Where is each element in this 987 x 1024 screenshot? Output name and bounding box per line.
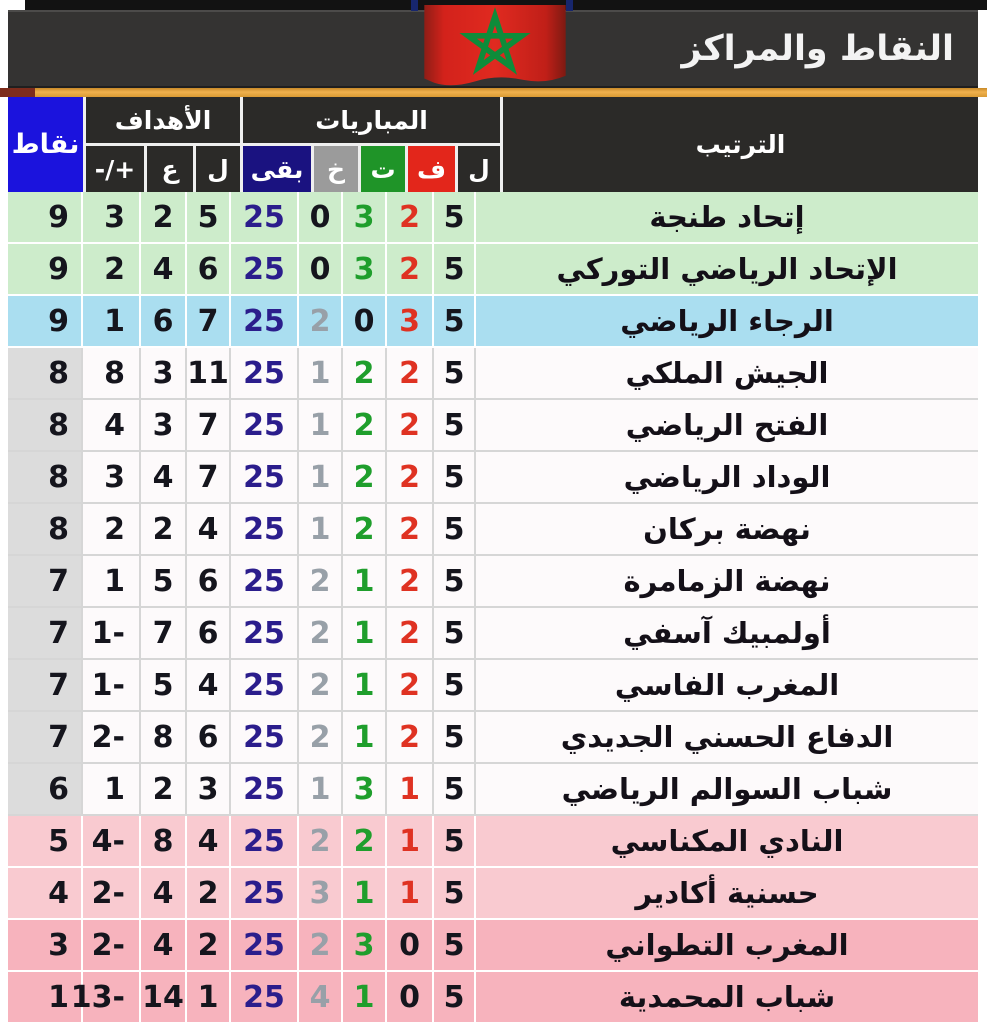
cell-goals_for: 6 xyxy=(187,712,231,762)
cell-remaining: 25 xyxy=(231,608,299,658)
cell-team: الرجاء الرياضي xyxy=(620,304,834,338)
cell-losses: 4 xyxy=(299,972,343,1022)
cell-wins: 2 xyxy=(387,400,434,450)
gold-divider xyxy=(0,88,987,97)
cell-points: 8 xyxy=(8,504,83,554)
cell-goals_against: 2 xyxy=(141,192,187,242)
cell-played: 5 xyxy=(434,348,476,398)
cell-goal_diff: 2- xyxy=(83,920,141,970)
cell-points: 9 xyxy=(8,244,83,294)
cell-played: 5 xyxy=(434,712,476,762)
col-header-goals-against: ع xyxy=(147,146,193,192)
cell-losses: 0 xyxy=(299,244,343,294)
cell-points: 8 xyxy=(8,400,83,450)
cell-played: 5 xyxy=(434,452,476,502)
cell-points: 4 xyxy=(8,868,83,918)
cell-losses: 1 xyxy=(299,452,343,502)
cell-played: 5 xyxy=(434,920,476,970)
cell-team: الفتح الرياضي xyxy=(625,408,829,442)
cell-team: الإتحاد الرياضي التوركي xyxy=(556,252,898,286)
cell-goals_against: 5 xyxy=(141,660,187,710)
morocco-flag-icon xyxy=(422,5,568,87)
cell-goal_diff: 4 xyxy=(83,400,141,450)
cell-points: 7 xyxy=(8,556,83,606)
cell-goal_diff: 2- xyxy=(83,868,141,918)
flag-pole-tick xyxy=(411,0,418,11)
col-header-losses: خ xyxy=(314,146,358,192)
page-title: النقاط والمراكز xyxy=(681,29,954,69)
cell-losses: 0 xyxy=(299,192,343,242)
cell-points: 1 xyxy=(8,972,83,1022)
cell-goals_against: 3 xyxy=(141,400,187,450)
cell-draws: 2 xyxy=(343,816,387,866)
cell-played: 5 xyxy=(434,764,476,814)
cell-goals_against: 14 xyxy=(141,972,187,1022)
cell-draws: 1 xyxy=(343,608,387,658)
cell-goals_against: 7 xyxy=(141,608,187,658)
cell-losses: 2 xyxy=(299,660,343,710)
cell-wins: 1 xyxy=(387,764,434,814)
standings-table-body xyxy=(8,192,978,1024)
cell-wins: 2 xyxy=(387,348,434,398)
table-row xyxy=(8,764,978,816)
cell-team: الوداد الرياضي xyxy=(623,460,831,494)
cell-losses: 2 xyxy=(299,296,343,346)
cell-team: النادي المكناسي xyxy=(610,824,844,858)
cell-team: إتحاد طنجة xyxy=(649,200,805,234)
cell-points: 7 xyxy=(8,712,83,762)
cell-played: 5 xyxy=(434,868,476,918)
cell-draws: 1 xyxy=(343,556,387,606)
cell-goals_against: 4 xyxy=(141,452,187,502)
cell-draws: 2 xyxy=(343,452,387,502)
cell-goal_diff: 13- xyxy=(83,972,141,1022)
cell-draws: 1 xyxy=(343,972,387,1022)
cell-wins: 2 xyxy=(387,660,434,710)
col-header-remaining: بقى xyxy=(243,146,311,192)
cell-team: الدفاع الحسني الجديدي xyxy=(560,720,894,754)
cell-draws: 2 xyxy=(343,400,387,450)
table-row xyxy=(8,660,978,712)
cell-goals_against: 5 xyxy=(141,556,187,606)
cell-losses: 1 xyxy=(299,400,343,450)
cell-played: 5 xyxy=(434,816,476,866)
cell-team: المغرب التطواني xyxy=(605,928,849,962)
table-row xyxy=(8,244,978,296)
cell-played: 5 xyxy=(434,244,476,294)
cell-goals_for: 6 xyxy=(187,608,231,658)
table-row xyxy=(8,920,978,972)
cell-goal_diff: 1- xyxy=(83,608,141,658)
cell-goals_for: 4 xyxy=(187,504,231,554)
cell-remaining: 25 xyxy=(231,556,299,606)
cell-wins: 1 xyxy=(387,868,434,918)
cell-losses: 1 xyxy=(299,504,343,554)
cell-goal_diff: 1- xyxy=(83,660,141,710)
col-header-wins: ف xyxy=(408,146,455,192)
cell-played: 5 xyxy=(434,660,476,710)
cell-remaining: 25 xyxy=(231,816,299,866)
cell-goals_for: 7 xyxy=(187,296,231,346)
cell-goals_for: 7 xyxy=(187,400,231,450)
cell-played: 5 xyxy=(434,972,476,1022)
col-header-points: نقاط xyxy=(8,97,83,192)
cell-played: 5 xyxy=(434,400,476,450)
cell-remaining: 25 xyxy=(231,348,299,398)
cell-team: أولمبيك آسفي xyxy=(623,616,831,650)
cell-draws: 2 xyxy=(343,504,387,554)
cell-goals_against: 8 xyxy=(141,712,187,762)
cell-goals_against: 2 xyxy=(141,504,187,554)
col-header-goals-for: ل xyxy=(196,146,240,192)
col-header-rank: الترتيب xyxy=(503,97,978,192)
col-header-draws: ت xyxy=(361,146,405,192)
cell-team: نهضة الزمامرة xyxy=(623,564,831,598)
cell-points: 5 xyxy=(8,816,83,866)
cell-remaining: 25 xyxy=(231,660,299,710)
cell-remaining: 25 xyxy=(231,192,299,242)
cell-losses: 2 xyxy=(299,608,343,658)
cell-goal_diff: 2 xyxy=(83,244,141,294)
cell-remaining: 25 xyxy=(231,972,299,1022)
cell-wins: 0 xyxy=(387,920,434,970)
cell-goals_for: 6 xyxy=(187,556,231,606)
cell-wins: 2 xyxy=(387,244,434,294)
cell-points: 7 xyxy=(8,660,83,710)
table-row xyxy=(8,452,978,504)
cell-points: 8 xyxy=(8,348,83,398)
cell-remaining: 25 xyxy=(231,244,299,294)
cell-draws: 1 xyxy=(343,660,387,710)
cell-goals_for: 3 xyxy=(187,764,231,814)
cell-draws: 2 xyxy=(343,348,387,398)
cell-draws: 3 xyxy=(343,764,387,814)
cell-goal_diff: 1 xyxy=(83,556,141,606)
cell-goal_diff: 3 xyxy=(83,452,141,502)
cell-team: حسنية أكادير xyxy=(635,876,819,910)
table-row xyxy=(8,504,978,556)
cell-points: 7 xyxy=(8,608,83,658)
cell-goals_for: 5 xyxy=(187,192,231,242)
cell-draws: 1 xyxy=(343,712,387,762)
cell-remaining: 25 xyxy=(231,452,299,502)
cell-losses: 1 xyxy=(299,764,343,814)
cell-team: الجيش الملكي xyxy=(625,356,829,390)
cell-remaining: 25 xyxy=(231,296,299,346)
cell-team: شباب المحمدية xyxy=(618,980,836,1014)
col-header-goal-diff: -/+ xyxy=(86,146,144,192)
cell-points: 6 xyxy=(8,764,83,814)
cell-points: 9 xyxy=(8,192,83,242)
cell-draws: 1 xyxy=(343,868,387,918)
cell-goals_for: 7 xyxy=(187,452,231,502)
cell-goals_against: 4 xyxy=(141,244,187,294)
cell-goals_against: 3 xyxy=(141,348,187,398)
cell-wins: 1 xyxy=(387,816,434,866)
cell-remaining: 25 xyxy=(231,712,299,762)
cell-goals_for: 11 xyxy=(187,348,231,398)
table-row xyxy=(8,712,978,764)
cell-points: 3 xyxy=(8,920,83,970)
cell-losses: 2 xyxy=(299,816,343,866)
cell-wins: 2 xyxy=(387,452,434,502)
cell-goals_against: 4 xyxy=(141,868,187,918)
table-row xyxy=(8,868,978,920)
table-row xyxy=(8,972,978,1024)
cell-goals_for: 2 xyxy=(187,920,231,970)
cell-remaining: 25 xyxy=(231,868,299,918)
cell-goal_diff: 3 xyxy=(83,192,141,242)
cell-points: 8 xyxy=(8,452,83,502)
col-group-goals: الأهداف xyxy=(86,97,240,143)
standings-table-header xyxy=(8,97,978,192)
cell-draws: 3 xyxy=(343,920,387,970)
cell-losses: 2 xyxy=(299,712,343,762)
cell-remaining: 25 xyxy=(231,400,299,450)
cell-goals_for: 4 xyxy=(187,660,231,710)
cell-played: 5 xyxy=(434,296,476,346)
table-row xyxy=(8,192,978,244)
cell-goal_diff: 2 xyxy=(83,504,141,554)
cell-goals_for: 4 xyxy=(187,816,231,866)
cell-team: شباب السوالم الرياضي xyxy=(561,772,893,806)
cell-played: 5 xyxy=(434,608,476,658)
cell-wins: 2 xyxy=(387,504,434,554)
col-group-matches: المباريات xyxy=(243,97,500,143)
cell-draws: 3 xyxy=(343,244,387,294)
table-row xyxy=(8,400,978,452)
cell-remaining: 25 xyxy=(231,504,299,554)
col-header-played: ل xyxy=(458,146,500,192)
cell-wins: 3 xyxy=(387,296,434,346)
cell-remaining: 25 xyxy=(231,764,299,814)
cell-losses: 2 xyxy=(299,920,343,970)
cell-draws: 3 xyxy=(343,192,387,242)
cell-team: المغرب الفاسي xyxy=(614,668,840,702)
cell-wins: 2 xyxy=(387,608,434,658)
cell-goal_diff: 4- xyxy=(83,816,141,866)
table-row xyxy=(8,816,978,868)
cell-points: 9 xyxy=(8,296,83,346)
cell-remaining: 25 xyxy=(231,920,299,970)
cell-losses: 1 xyxy=(299,348,343,398)
table-row xyxy=(8,608,978,660)
cell-goals_against: 8 xyxy=(141,816,187,866)
cell-wins: 0 xyxy=(387,972,434,1022)
cell-goal_diff: 1 xyxy=(83,764,141,814)
cell-goals_for: 6 xyxy=(187,244,231,294)
cell-losses: 3 xyxy=(299,868,343,918)
cell-wins: 2 xyxy=(387,556,434,606)
cell-wins: 2 xyxy=(387,712,434,762)
cell-goals_for: 1 xyxy=(187,972,231,1022)
cell-played: 5 xyxy=(434,556,476,606)
cell-goal_diff: 1 xyxy=(83,296,141,346)
cell-played: 5 xyxy=(434,192,476,242)
table-row xyxy=(8,296,978,348)
cell-losses: 2 xyxy=(299,556,343,606)
cell-goals_against: 2 xyxy=(141,764,187,814)
cell-goals_against: 4 xyxy=(141,920,187,970)
cell-draws: 0 xyxy=(343,296,387,346)
cell-played: 5 xyxy=(434,504,476,554)
cell-goals_against: 6 xyxy=(141,296,187,346)
cell-team: نهضة بركان xyxy=(643,512,811,546)
cell-goal_diff: 8 xyxy=(83,348,141,398)
cell-goals_for: 2 xyxy=(187,868,231,918)
table-row xyxy=(8,348,978,400)
cell-goal_diff: 2- xyxy=(83,712,141,762)
table-row xyxy=(8,556,978,608)
cell-wins: 2 xyxy=(387,192,434,242)
